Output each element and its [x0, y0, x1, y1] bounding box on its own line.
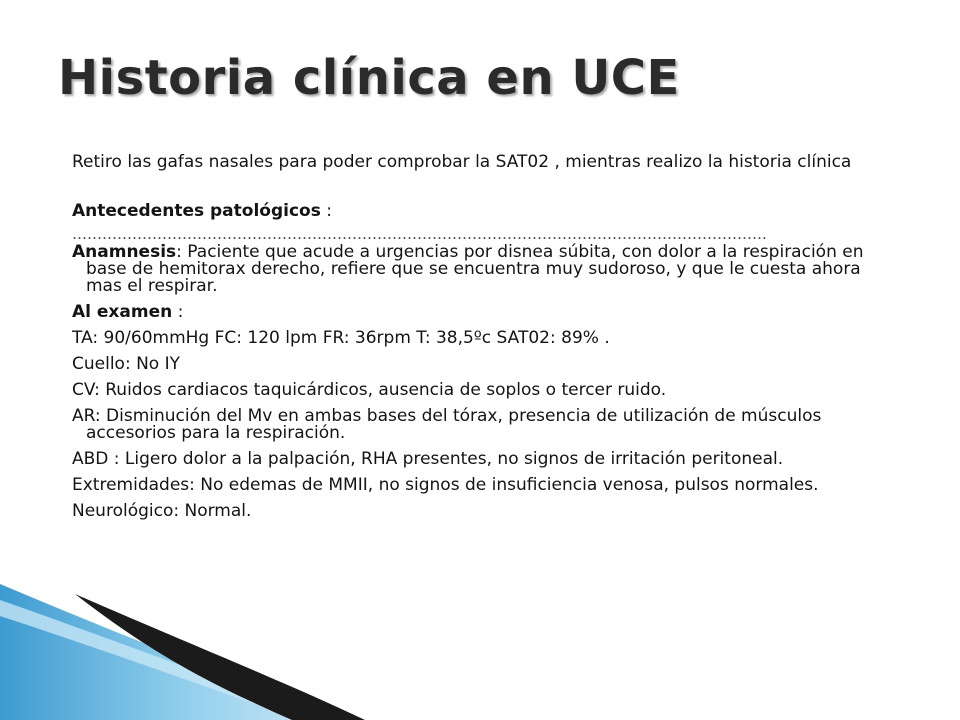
dotted-line: ………………………………………………………………………………………………………………………….	[72, 226, 767, 243]
antecedentes-colon: :	[320, 201, 332, 221]
anamnesis-paragraph	[72, 244, 896, 295]
examen-line	[72, 304, 896, 321]
wave-blue-band	[0, 584, 360, 720]
examen-label: Al examen	[72, 302, 173, 322]
extremidades-paragraph: Extremidades: No edemas de MMII, no signos de insuficiencia venosa, pulsos normales.	[72, 475, 819, 495]
neuro-line: Neurológico: Normal.	[72, 501, 252, 521]
decorative-wave	[0, 580, 960, 720]
anamnesis-text: : Paciente que acude a urgencias por disnea súbita, con dolor a la respiración en base de hemitorax derecho, refiere que se encuentra muy sudoroso, y que le cuesta ahora mas el respirar.	[86, 242, 864, 296]
slide-body	[72, 154, 896, 520]
wave-dark-band	[75, 594, 365, 720]
anamnesis-label: Anamnesis	[72, 242, 177, 262]
wave-light-stripe	[0, 600, 330, 720]
vitals-line: TA: 90/60mmHg FC: 120 lpm FR: 36rpm T: 38,5ºc SAT02: 89% .	[72, 328, 610, 348]
cv-line: CV: Ruidos cardiacos taquicárdicos, ausencia de soplos o tercer ruido.	[72, 380, 667, 400]
antecedentes-line	[72, 203, 896, 220]
intro-text: Retiro las gafas nasales para poder comprobar la SAT02 , mientras realizo la historia clínica	[72, 152, 852, 172]
ar-paragraph: AR: Disminución del Mv en ambas bases del tórax, presencia de utilización de músculos accesorios para la respiración.	[72, 406, 822, 443]
cuello-line: Cuello: No IY	[72, 354, 181, 374]
antecedentes-label: Antecedentes patológicos	[72, 201, 321, 221]
abd-paragraph: ABD : Ligero dolor a la palpación, RHA presentes, no signos de irritación peritoneal.	[72, 449, 784, 469]
examen-colon: :	[172, 302, 184, 322]
slide-title: Historia clínica en UCE	[58, 50, 680, 106]
